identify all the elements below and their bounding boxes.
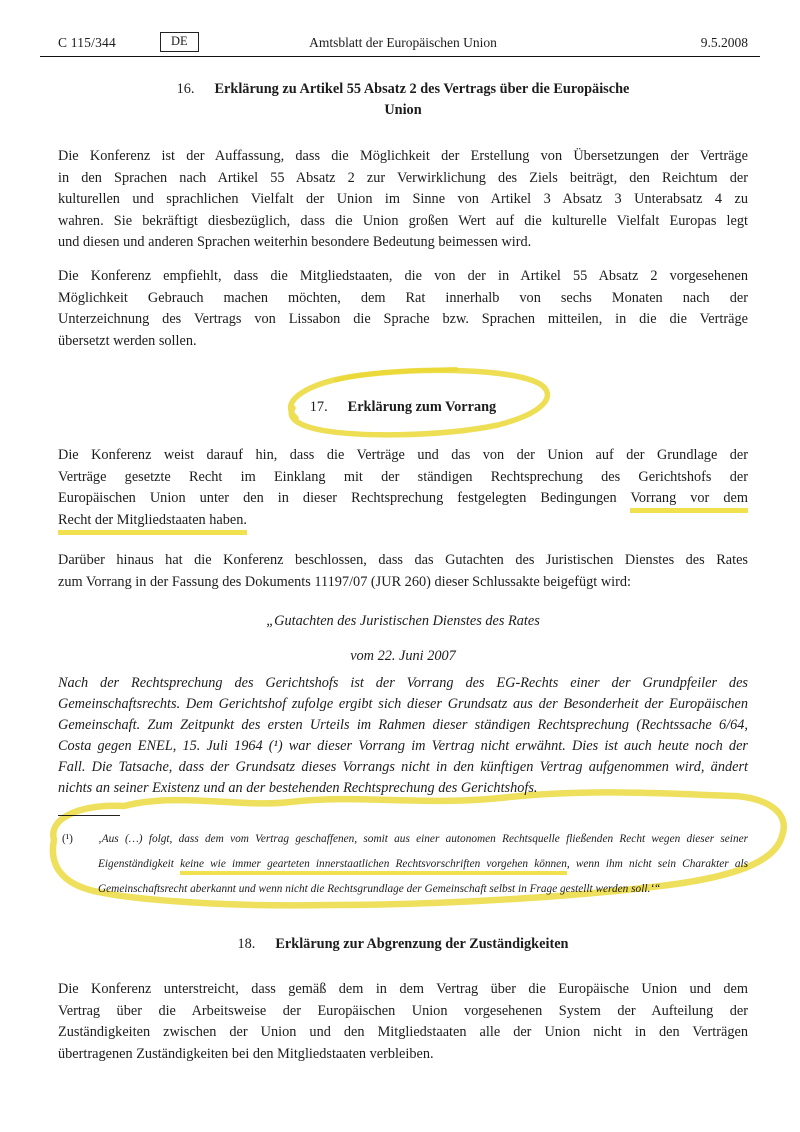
paragraph-line [98,852,748,877]
highlighter-underline: Recht der Mitgliedstaaten haben. [58,512,247,535]
page-reference: C 115/344 [58,35,116,50]
header-rule [40,56,760,57]
paragraph-line: Die Konferenz unterstreicht, dass gemäß dem in dem Vertrag über die Europäische Union und dem [58,981,748,997]
declaration-number: 18. [237,936,256,952]
paragraph-line: Möglichkeit Gebrauch machen möchten, dem Rat innerhalb von sechs Monaten nach der [58,289,748,306]
paragraph-line: kulturellen und sprachlichen Vielfalt der Union im Sinne von Artikel 3 Absatz 3 Unterabsatz 4 zu [58,191,748,207]
paragraph-line: übertragenen Zuständigkeiten bei den Mitgliedstaaten verbleiben. [58,1045,434,1062]
opinion-quote-title: „Gutachten des Juristischen Dienstes des Rates [266,613,540,629]
footnote-separator-rule [58,815,120,816]
declaration-18-paragraph-1 [58,979,748,1065]
declaration-17-paragraph-1 [58,445,748,531]
paragraph-line: Unterzeichnung des Vertrags von Lissabon die Sprache bzw. Sprachen mitteilen, in die die Verträge [58,311,748,327]
heading-line [58,397,748,418]
paragraph-line: Die Konferenz weist darauf hin, dass die Verträge und das von der Union auf der Grundlage der [58,447,748,463]
line-text: , wenn ihm nicht sein Charakter als [566,858,748,870]
paragraph-line: zum Vorrang in der Fassung des Dokuments 11197/07 (JUR 260) dieser Schlussakte beigefügt wird: [58,573,631,590]
paragraph-line: Die Konferenz empfiehlt, dass die Mitgliedstaaten, die von der in Artikel 55 Absatz 2 vorgesehenen [58,268,748,284]
paragraph-line: Die Konferenz ist der Auffassung, dass die Möglichkeit der Erstellung von Übersetzungen der Verträge [58,148,748,164]
line-text: Eigenständigkeit [98,858,181,870]
paragraph-line: Costa gegen ENEL, 15. Juli 1964 (¹) war dieser Vorrang im Vertrag nicht erwähnt. Dies ist auch heute noch der [58,738,748,754]
paragraph-line: übersetzt werden sollen. [58,332,197,349]
heading-line [58,79,748,100]
paragraph-line: Verträge gesetzte Recht im Einklang mit der ständigen Rechtsprechung des Gerichtshofs der [58,468,748,485]
declaration-16-heading [58,79,748,121]
paragraph-line: Fall. Die Tatsache, dass der Grundsatz dieses Vorrangs nicht in den künftigen Vertrag aufgenommen wird, ändert [58,759,748,775]
declaration-17-paragraph-2 [58,550,748,593]
declaration-number: 16. [176,81,195,97]
paragraph-line: in den Sprachen nach Artikel 55 Absatz 2 zur Verwirklichung des Ziels beiträgt, den Reichtum der [58,169,748,186]
declaration-18-heading [58,934,748,955]
heading-line [58,934,748,955]
declaration-title: Erklärung zur Abgrenzung der Zuständigkeiten [275,936,569,952]
paragraph-line: und diesen und anderen Sprachen weiterhin besondere Bedeutung beimessen wird. [58,234,532,250]
paragraph-line: Gemeinschaftsrecht aberkannt und wenn nicht die Rechtsgrundlage der Gemeinschaft selbst in Frage gestellt werden soll.‘“ [98,883,661,895]
paragraph-line: Gemeinschaftsrechts. Dem Gerichtshof zufolge ergibt sich dieser Grundsatz aus der Besonderheit der Europäischen [58,696,748,712]
paragraph-line: Vertrag über die Arbeitsweise der Europäischen Union vorgesehenen System der Aufteilung der [58,1002,748,1019]
footnote-text [98,827,748,902]
language-code-box: DE [160,32,199,52]
paragraph-line: Darüber hinaus hat die Konferenz beschlossen, dass das Gutachten des Juristischen Dienstes des Rates [58,552,748,568]
journal-title: Amtsblatt der Europäischen Union [309,35,497,50]
line-text: Europäischen Union unter den in dieser Rechtsprechung festgelegten Bedingungen [58,490,631,506]
page-header [58,32,748,54]
declaration-title: Erklärung zum Vorrang [347,399,497,415]
opinion-quote-paragraph [58,673,748,799]
paragraph-line: ‚Aus (…) folgt, dass dem vom Vertrag geschaffenen, somit aus einer autonomen Rechtsquelle fließenden Recht wegen dieser seiner [98,833,748,845]
highlighter-underline: keine wie immer gearteten innerstaatlichen Rechtsvorschriften vorgehen können [180,858,567,875]
paragraph-line: wahren. Sie bekräftigt diesbezüglich, dass die Union großen Wert auf die kulturelle Vielfalt Europas legt [58,212,748,229]
declaration-17-heading [58,397,748,418]
footnote [58,827,748,902]
declaration-number: 17. [309,399,328,415]
paragraph-line: nichts an seiner Existenz und an der bestehenden Rechtsprechung des Gerichtshofs. [58,780,538,796]
heading-line: Union [384,102,422,118]
paragraph-line: Gemeinschaft. Zum Zeitpunkt des ersten Urteils im Rahmen dieser ständigen Rechtsprechung (Rechtssache 6/64, [58,717,748,733]
declaration-title: Erklärung zu Artikel 55 Absatz 2 des Vertrags über die Europäische [214,81,630,97]
paragraph-line: Nach der Rechtsprechung des Gerichtshofs ist der Vorrang des EG-Rechts einer der Grundpfeiler des [58,675,748,691]
paragraph-line [58,488,748,510]
declaration-16-paragraph-1 [58,146,748,254]
footnote-marker: (¹) [62,833,73,845]
highlighter-underline: Vorrang vor dem [630,490,748,513]
journal-date: 9.5.2008 [700,35,748,50]
declaration-16-paragraph-2 [58,266,748,352]
opinion-quote-date: vom 22. Juni 2007 [350,648,456,664]
paragraph-line: Zuständigkeiten zwischen der Union und den Mitgliedstaaten alle der Union nicht in den Verträgen [58,1024,748,1040]
